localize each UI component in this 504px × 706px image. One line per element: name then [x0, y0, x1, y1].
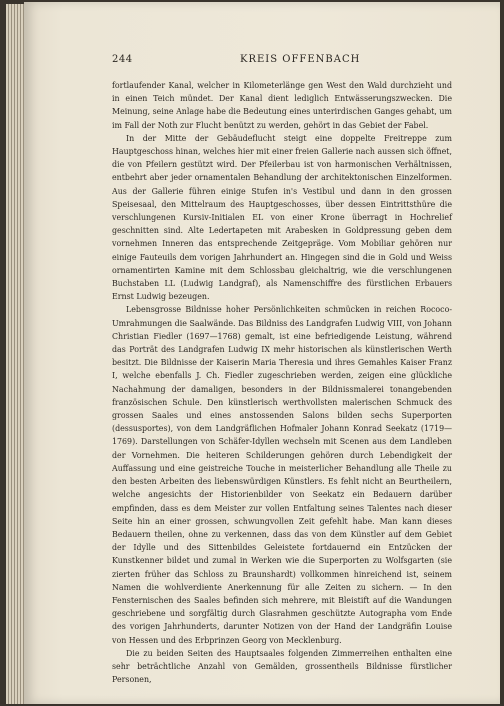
paragraph-3: Lebensgrosse Bildnisse hoher Persönlichkeiten schmücken in reichen Rococo-Umrahmungen die Saalwände. Das Bildniss des Landgrafen Ludwig VIII, von Johann Christian Fiedler (1697—1768) gemalt, ist eine befriedigende Leistung, während das Porträt des Landgrafen Ludwig IX mehr historischen als künstlerischen Werth besitzt. Die Bildnisse der Kaiserin Maria Theresia und ihres Gemahles Kaiser Franz I, welche ebenfalls J. Ch. Fiedler zugeschrieben werden, zeigen eine glückliche Nachahmung der damaligen, besonders in der Bildnissmalerei tonangebenden französischen Schule. Den künstlerisch werthvollsten malerischen Schmuck des grossen Saales und eines anstossenden Salons bilden sechs Superporten (dessusportes), von dem Landgräflichen Hofmaler Johann Konrad Seekatz (1719—1769). Darstellungen von Schäfer-Idyllen wechseln mit Scenen aus dem Landleben der Vornehmen. Die heiteren Schilderungen gehören durch Lebendigkeit der Auffassung und eine geistreiche Touche in meisterlicher Behandlung alle Theile zu den besten Arbeiten des liebenswürdigen Künstlers. Es fehlt nicht an Beurtheilern, welche angesichts der Historienbilder von Seekatz ein Bedauern darüber empfinden, dass es dem Meister zur vollen Entfaltung seines Talentes nach dieser Seite hin an einer grossen, schwungvollen Zeit gefehlt habe. Man kann dieses Bedauern theilen, ohne zu verkennen, dass das von dem Künstler auf dem Gebiet der Idylle und des Sittenbildes Geleistete fortdauernd ein Entzücken der Kunstkenner bildet und zumal in Werken wie die Superporten zu Wolfsgarten (sie zierten früher das Schloss zu Braunshardt) vollkommen hinreichend ist, seinem Namen die wohlverdiente Anerkennung für alle Zeiten zu sichern. — In den Fensternischen des Saales befinden sich mehrere, mit Bleistift auf die Wandungen geschriebene und sorgfältig durch Glasrahmen geschützte Autographa vom Ende des vorigen Jahrhunderts, darunter Notizen von der Hand der Landgräfin Louise von Hessen und des Erbprinzen Georg von Mecklenburg.: [112, 305, 452, 645]
body-text: [112, 79, 452, 686]
paragraph-2: In der Mitte der Gebäudeflucht steigt eine doppelte Freitreppe zum Hauptgeschoss hinan, welches hier mit einer freien Gallerie nach aussen sich öffnet, die von Pfeilern gestützt wird. Der Pfeilerbau ist von harmonischen Verhältnissen, entbehrt aber jeder ornamentalen Behandlung der architektonischen Einzelformen. Aus der Gallerie führen einige Stufen in's Vestibul und dann in den grossen Speisesaal, den Mittelraum des Hauptgeschosses, über dessen Eintrittsthüre die verschlungenen Kursiv-Initialen EL von einer Krone überragt in Hochrelief geschnitten sind. Alte Ledertapeten mit Arabesken in Goldpressung geben dem vornehmen Inneren das entsprechende Zeitgepräge. Vom Mobiliar gehören nur einige Fauteuils dem vorigen Jahrhundert an. Hingegen sind die in Gold und Weiss ornamentirten Kamine mit dem Schlossbau gleichaltrig, wie die verschlungenen Buchstaben LL (Ludwig Landgraf), als Namenschiffre des fürstlichen Erbauers Ernst Ludwig bezeugen.: [112, 133, 452, 302]
page-number: 244: [112, 54, 133, 65]
running-title: KREIS OFFENBACH: [240, 54, 361, 65]
paragraph-1: fortlaufender Kanal, welcher in Kilometerlänge gen West den Wald durchzieht und in einen Teich mündet. Der Kanal dient lediglich Entwässerungszwecken. Die Meinung, seine Anlage habe die Bedeutung eines unterirdischen Ganges gehabt, um im Fall der Noth zur Flucht benützt zu werden, gehört in das Gebiet der Fabel.: [112, 81, 452, 130]
page-header: [112, 54, 452, 68]
page-edges: [6, 4, 26, 704]
paragraph-4: Die zu beiden Seiten des Hauptsaales folgenden Zimmerreihen enthalten eine sehr beträchtliche Anzahl von Gemälden, grossentheils Bildnisse fürstlicher Personen,: [112, 648, 452, 685]
